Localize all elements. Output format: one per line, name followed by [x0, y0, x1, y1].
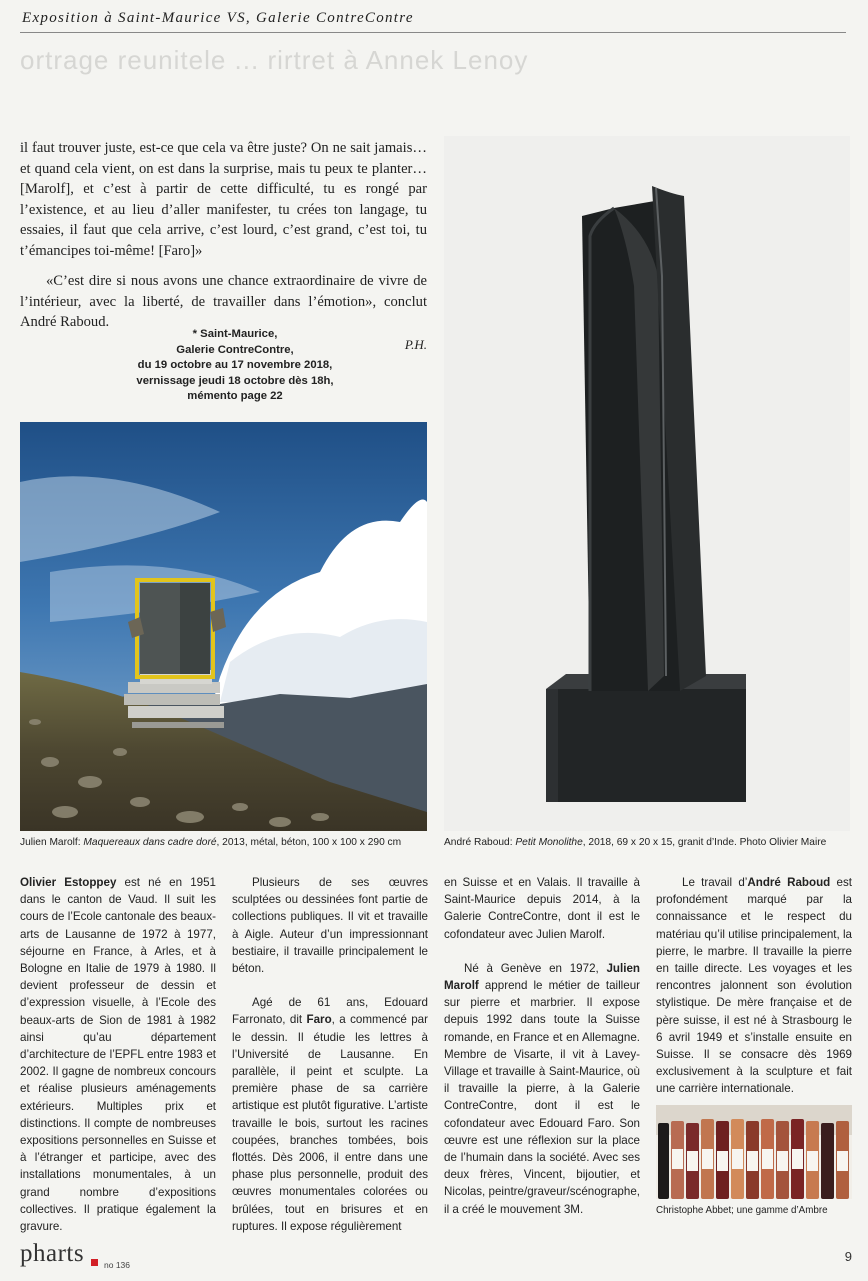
column-3-paragraph-2: [444, 960, 640, 1218]
intro-text: [20, 138, 427, 355]
page-header-title: Exposition à Saint-Maurice VS, Galerie ContreContre: [22, 10, 414, 26]
column-2-text-b: , a commencé par le dessin. Il étudie les lettres à l’Université de Lausanne. En parallèle, il peint et sculpte. La première phase de sa carrière artistique est plutôt figurative. L’artiste travaille le bois, surtout les racines coupées, branches tombées, bois flottés. Dès 2006, il entre dans une phase plus personnelle, produit des œuvres monumentales colorées ou brûlées, tout en brisures et en ruptures. Il expose régulièrement: [232, 1013, 428, 1233]
artist-name: Olivier Estoppey: [20, 876, 117, 889]
monolith-image: [444, 136, 850, 831]
caption-right-title: Petit Monolithe: [515, 837, 583, 848]
column-1-paragraph: [20, 874, 216, 1235]
caption-left-details: , 2013, métal, béton, 100 x 100 x 290 cm: [216, 837, 402, 848]
caption-right-details: , 2018, 69 x 20 x 15, granit d’Inde. Photo Olivier Maire: [582, 837, 827, 848]
caption-left: [20, 837, 401, 848]
column-2-paragraph-2: [232, 994, 428, 1235]
photo-raboud-monolith: [444, 136, 850, 831]
column-2-text-a: Agé de 61 ans, Edouard Farronato, dit: [232, 996, 428, 1027]
column-2: [232, 874, 428, 1235]
column-4-text-b: est profondément marqué par la connaissance et le respect du matériau qu’il utilise principalement, la pierre, le marbre. Il travaille la pierre en taille directe. Les voyages et les rencontres jalonnent son évolution stylistique. De mère française et de père suisse, il est né à Strasbourg le 6 avril 1949 et s’installe ensuite en Suisse. Il se consacre dès 1969 exclusivement à la sculpture et fait une carrière internationale.: [656, 876, 852, 1096]
event-line: du 19 octobre au 17 novembre 2018,: [137, 359, 333, 371]
caption-bottles: Christophe Abbet; une gamme d’Ambre: [656, 1205, 828, 1216]
artist-name: Julien Marolf: [444, 961, 640, 993]
caption-left-artist: Julien Marolf:: [20, 837, 84, 848]
column-3-text-a: Né à Genève en 1972,: [464, 961, 607, 975]
column-4-text-a: Le travail d’: [682, 876, 748, 889]
intro-paragraph-2: «C’est dire si nous avons une chance extraordinaire de vivre de l’intérieur, avec la liberté, de travailler dans l’émotion», conclut André Raboud.: [20, 273, 427, 330]
caption-left-title: Maquereaux dans cadre doré: [83, 837, 217, 848]
page-number: 9: [844, 1249, 852, 1264]
event-line: mémento page 22: [187, 390, 283, 402]
bleed-through-text: ortrage reunitele ... rirtret à Annek Lenoy: [20, 45, 529, 75]
artist-name: André Raboud: [747, 876, 831, 889]
caption-right-artist: André Raboud:: [444, 837, 516, 848]
mountain-landscape-image: [20, 422, 427, 831]
intro-paragraph-1: il faut trouver juste, est-ce que cela va être juste? On ne sait jamais… et quand cela vient, on est dans la surprise, mais tu peux te planter… [Marolf], et c’est à partir de cette difficulté, tu es rongé par l’existence, et au lieu d’aller manifester, tu crées ton langage, tu essaies, il faut que cela arrive, c’est lourd, c’est grand, c’est toi, tu t’émancipes toi-même! [Faro]»: [20, 140, 427, 259]
magazine-logo: pharts: [20, 1240, 85, 1267]
column-1: [20, 874, 216, 1235]
header-divider: [20, 32, 846, 33]
column-4: [656, 874, 852, 1098]
caption-right: [444, 837, 826, 848]
column-1-text: est né en 1951 dans le canton de Vaud. Il suit les cours de l’Ecole cantonale des beaux-arts de Lausanne de 1972 à 1977, séjourne en France, à Arles, et à Bologne en Italie de 1979 à 1980. Il devient professeur de dessin et d’expression visuelle, à l’Ecole des beaux-arts de Sion de 1981 à 1982 ainsi qu’au département d’architecture de l’EPFL entre 1983 et 2002. Il gagne de nombreux concours et réalise plusieurs aménagements extérieurs. Multiples prix et distinctions. Il compte de nombreuses expositions personnelles en Suisse et à l’étranger et participe, avec des installations monumentales, à un grand nombre d’expositions collectives. Il pratique également la gravure.: [20, 876, 216, 1234]
column-3-paragraph-1: en Suisse et en Valais. Il travaille à Saint-Maurice depuis 2014, à la Galerie ContreContre, dont il est le cofondateur avec Julien Marolf.: [444, 876, 640, 941]
logo-red-square: [91, 1259, 98, 1266]
bottles-image: [656, 1105, 852, 1199]
photo-ambre-bottles: [656, 1105, 852, 1199]
column-4-paragraph: [656, 874, 852, 1098]
issue-number: no 136: [104, 1260, 130, 1270]
column-3-text-b: apprend le métier de tailleur sur pierre et marbrier. Il expose depuis 1992 dans toute la Suisse romande, en France et en Allemagne. Membre de Visarte, il vit à Lavey-Village et travaille à Saint-Maurice, où il travaille la pierre, à la Galerie ContreContre, dont il est le cofondateur avec Edouard Faro. Son œuvre est une réflexion sur la place de l’humain dans la société. Avec ses deux frères, Vincent, bijoutier, et Nicolas, peintre/graveur/scénographe, il a créé le mouvement 3M.: [444, 979, 640, 1216]
artist-name: Faro: [306, 1013, 332, 1027]
event-line: * Saint-Maurice,: [192, 328, 278, 340]
event-info: [100, 327, 370, 405]
column-3: [444, 874, 640, 1218]
photo-marolf-sculpture: [20, 422, 427, 831]
column-2-paragraph-1: Plusieurs de ses œuvres sculptées ou dessinées font partie de collections publiques. Il vit et travaille à Aigle. Auteur d’un impressionnant bestiaire, il travaille principalement le béton.: [232, 876, 428, 976]
author-initials: P.H.: [404, 336, 427, 352]
event-line: Galerie ContreContre,: [176, 343, 294, 356]
event-line: vernissage jeudi 18 octobre dès 18h,: [136, 374, 334, 387]
